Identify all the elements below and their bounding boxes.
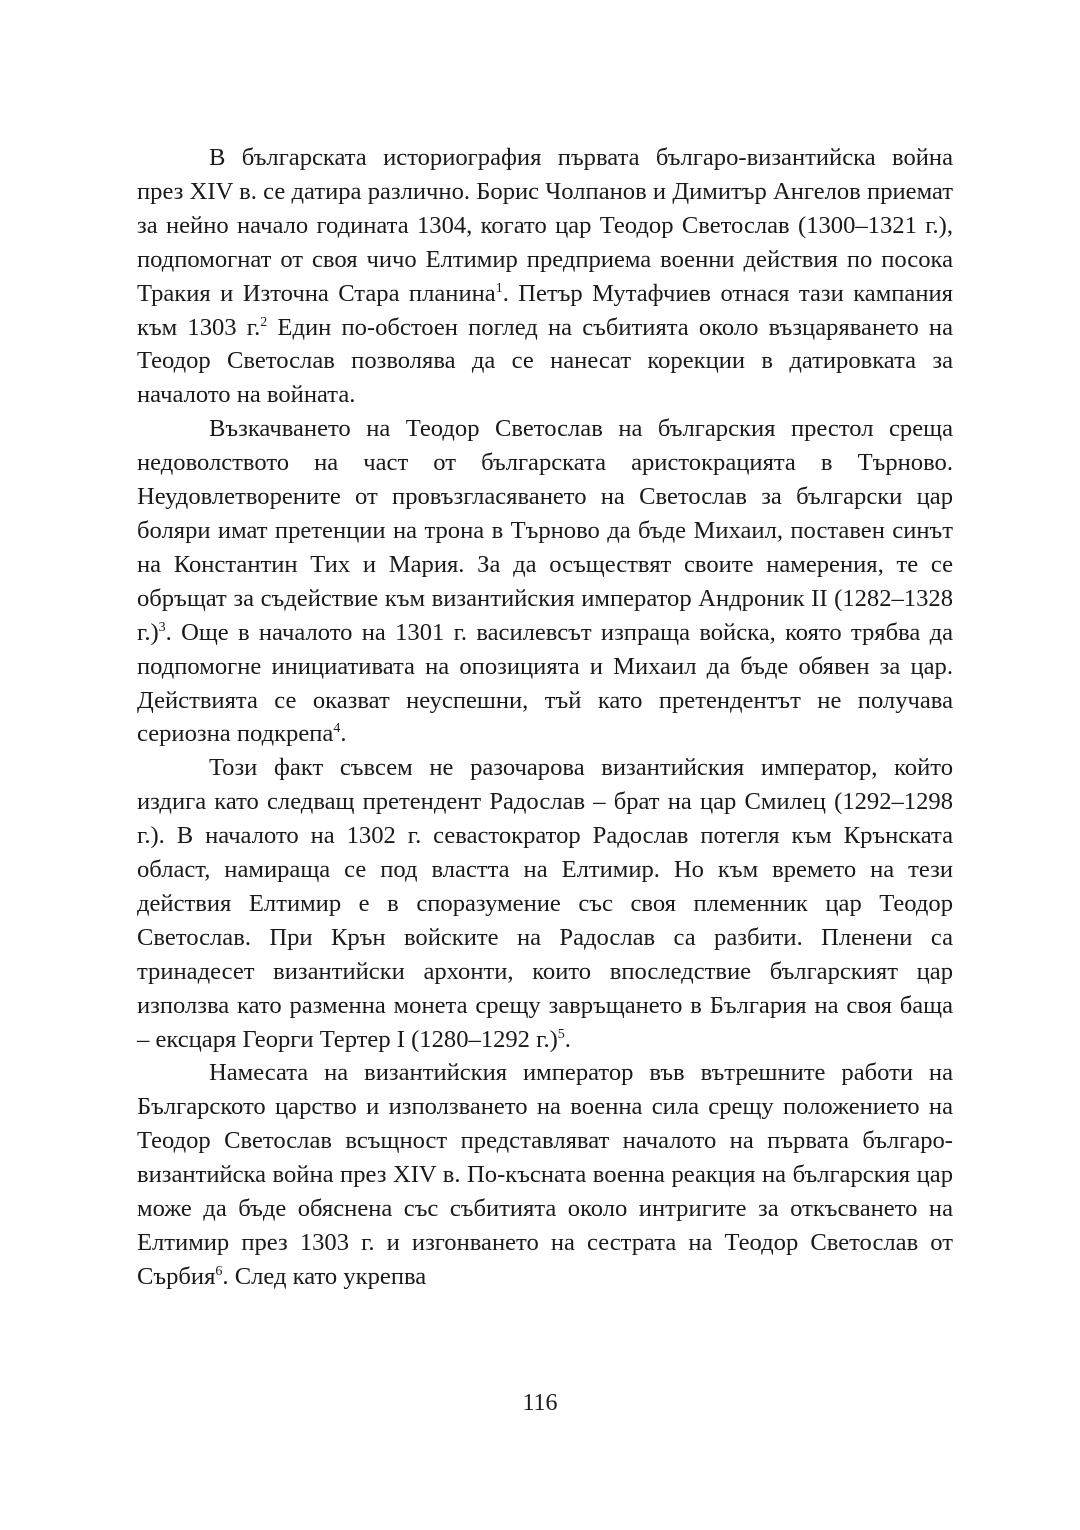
paragraph-text: Един по-обстоен поглед на събитията около възцаряването на Теодор Светослав позволява да се нанесат корекции в датировката за началото на войната.: [137, 313, 953, 409]
paragraph-text: В българската историография първата българо-византийска война през XIV в. се датира различно. Борис Чолпанов и Димитър Ангелов приемат за нейно начало годината 1304, когато цар Теодор Светослав (1300–1321 г.), подпомогнат от своя чичо Елтимир предприема военни действия по посока Тракия и Източна Стара планина: [137, 144, 953, 307]
footnote-ref-3: 3: [158, 619, 166, 635]
paragraph-3: [137, 751, 953, 1056]
paragraph-1: [137, 141, 953, 412]
paragraph-text: Възкачването на Теодор Светослав на българския престол среща недоволството на част от българската аристокрацията в Търново. Неудовлетворените от провъзгласяването на Светослав за български цар боляри имат претенции на трона в Търново да бъде Михаил, поставен синът на Константин Тих и Мария. За да осъществят своите намерения, те се обръщат за съдействие към византийския император Андроник II (1282–1328 г.): [137, 415, 953, 646]
paragraph-4: [137, 1056, 953, 1293]
paragraph-text: . Петър Мутафчиев отнася тази кампания към 1303 г.: [137, 279, 953, 341]
footnote-ref-4: 4: [333, 721, 341, 737]
paragraph-text: Намесата на византийския император във вътрешните работи на Българското царство и използването на военна сила срещу положението на Теодор Светослав всъщност представляват началото на първата българо-византийска война през XIV в. По-късната военна реакция на българския цар може да бъде обяснена със събитията около интригите за откъсването на Елтимир през 1303 г. и изгонването на сестрата на Теодор Светослав от Сърбия: [137, 1059, 953, 1290]
paragraph-text: .: [340, 720, 347, 748]
footnote-ref-5: 5: [557, 1026, 565, 1042]
footnote-ref-1: 1: [495, 280, 503, 296]
paragraph-text: . След като укрепва: [222, 1262, 427, 1290]
paragraph-text: Този факт съвсем не разочарова византийския император, който издига като следващ претендент Радослав – брат на цар Смилец (1292–1298 г.). В началото на 1302 г. севастократор Радослав потегля към Крънската област, намираща се под властта на Елтимир. Но към времето на тези действия Елтимир е в споразумение със своя племенник цар Теодор Светослав. При Крън войските на Радослав са разбити. Пленени са тринадесет византийски архонти, които впоследствие българският цар използва като разменна монета срещу завръщането в България на своя баща – ексцаря Георги Тертер I (1280–1292 г.): [137, 754, 953, 1053]
footnote-ref-2: 2: [260, 314, 268, 330]
paragraph-text: . Още в началото на 1301 г. василевсът изпраща войска, която трябва да подпомогне инициативата на опозицията и Михаил да бъде обявен за цар. Действията се оказват неуспешни, тъй като претендентът не получава сериозна подкрепа: [137, 618, 953, 748]
paragraph-2: [137, 412, 953, 751]
page-number: 116: [522, 1390, 558, 1416]
paragraph-text: .: [564, 1025, 571, 1053]
page-body: [137, 141, 953, 1294]
footnote-ref-6: 6: [215, 1263, 223, 1279]
